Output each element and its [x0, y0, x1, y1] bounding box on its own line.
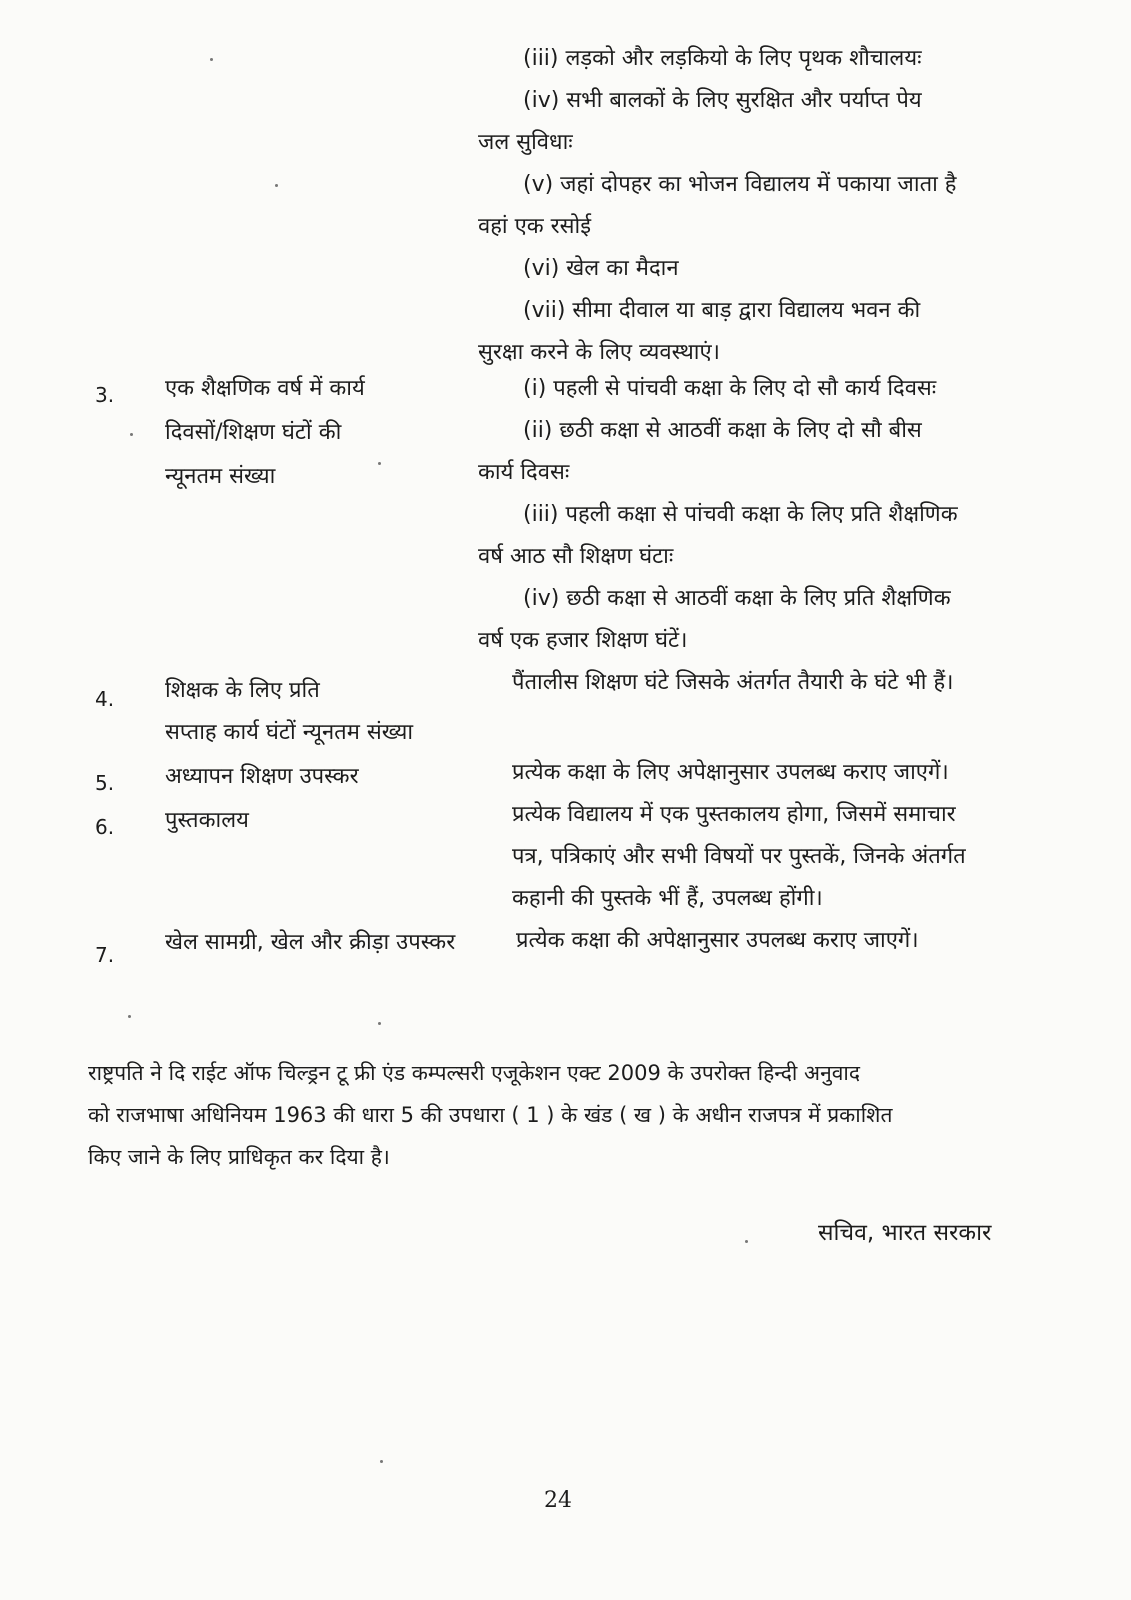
scan-speck: [378, 1022, 381, 1025]
scan-speck: [128, 1015, 131, 1018]
facility-item-iii: (iii) लड़को और लड़कियो के लिए पृथक शौचालयः: [523, 46, 922, 71]
scan-speck: [130, 433, 133, 436]
page-number: 24: [544, 1488, 572, 1513]
signature-line: सचिव, भारत सरकार: [818, 1220, 992, 1246]
item-3-value: (iii) पहली कक्षा से पांचवी कक्षा के लिए प्रति शैक्षणिक: [523, 502, 958, 527]
scan-speck: [745, 1240, 748, 1243]
facility-item-vii-cont: सुरक्षा करने के लिए व्यवस्थाएं।: [478, 340, 720, 365]
item-5-label: अध्यापन शिक्षण उपस्कर: [165, 764, 359, 789]
item-6-value: पत्र, पत्रिकाएं और सभी विषयों पर पुस्तकें, जिनके अंतर्गत: [512, 844, 966, 869]
scan-speck: [275, 184, 278, 187]
item-4-label: शिक्षक के लिए प्रति: [165, 678, 320, 703]
item-5-value: प्रत्येक कक्षा के लिए अपेक्षानुसार उपलब्ध कराए जाएगें।: [512, 760, 949, 785]
facility-item-iv-cont: जल सुविधाः: [478, 130, 573, 155]
item-7-label: खेल सामग्री, खेल और क्रीड़ा उपस्कर: [165, 930, 456, 955]
item-6-value: कहानी की पुस्तके भीं हैं, उपलब्ध होंगी।: [512, 886, 823, 911]
facility-item-v: (v) जहां दोपहर का भोजन विद्यालय में पकाया जाता है: [523, 172, 957, 197]
item-3-value: (i) पहली से पांचवी कक्षा के लिए दो सौ कार्य दिवसः: [523, 376, 937, 401]
item-6-number: 6.: [95, 815, 115, 839]
item-4-label: सप्ताह कार्य घंटों न्यूनतम संख्या: [165, 720, 414, 745]
closing-paragraph-line: राष्ट्रपति ने दि राईट ऑफ चिल्ड्रन टू फ्री एंड कम्पल्सरी एजूकेशन एक्ट 2009 के उपरोक्त हिन्दी अनुवाद: [88, 1061, 860, 1085]
item-7-number: 7.: [95, 943, 115, 967]
item-3-label: एक शैक्षणिक वर्ष में कार्य: [165, 376, 365, 401]
facility-item-v-cont: वहां एक रसोई: [478, 214, 592, 239]
item-4-number: 4.: [95, 687, 115, 711]
facility-item-vi: (vi) खेल का मैदान: [523, 256, 679, 281]
scan-speck: [380, 1460, 383, 1463]
facility-item-iv: (iv) सभी बालकों के लिए सुरक्षित और पर्याप्त पेय: [523, 88, 922, 113]
item-6-value: प्रत्येक विद्यालय में एक पुस्तकालय होगा, जिसमें समाचार: [512, 802, 956, 827]
item-5-number: 5.: [95, 771, 115, 795]
item-3-value: वर्ष आठ सौ शिक्षण घंटाः: [478, 544, 674, 569]
item-3-number: 3.: [95, 383, 115, 407]
item-3-value: (iv) छठी कक्षा से आठवीं कक्षा के लिए प्रति शैक्षणिक: [523, 586, 951, 611]
scan-speck: [210, 58, 213, 61]
item-4-value: पैंतालीस शिक्षण घंटे जिसके अंतर्गत तैयारी के घंटे भी हैं।: [512, 670, 954, 695]
scan-speck: [378, 462, 381, 465]
item-3-value: वर्ष एक हजार शिक्षण घंटें।: [478, 628, 688, 653]
closing-paragraph-line: किए जाने के लिए प्राधिकृत कर दिया है।: [88, 1145, 390, 1169]
item-3-value: (ii) छठी कक्षा से आठवीं कक्षा के लिए दो सौ बीस: [523, 418, 922, 443]
item-3-label: दिवसों/शिक्षण घंटों की: [165, 420, 342, 445]
facility-item-vii: (vii) सीमा दीवाल या बाड़ द्वारा विद्यालय भवन की: [523, 298, 921, 323]
item-3-label: न्यूनतम संख्या: [165, 464, 276, 489]
closing-paragraph-line: को राजभाषा अधिनियम 1963 की धारा 5 की उपधारा ( 1 ) के खंड ( ख ) के अधीन राजपत्र में प्रकाशित: [88, 1103, 893, 1127]
item-3-value: कार्य दिवसः: [478, 460, 570, 485]
item-7-value: प्रत्येक कक्षा की अपेक्षानुसार उपलब्ध कराए जाएगें।: [516, 928, 919, 953]
item-6-label: पुस्तकालय: [165, 808, 249, 833]
